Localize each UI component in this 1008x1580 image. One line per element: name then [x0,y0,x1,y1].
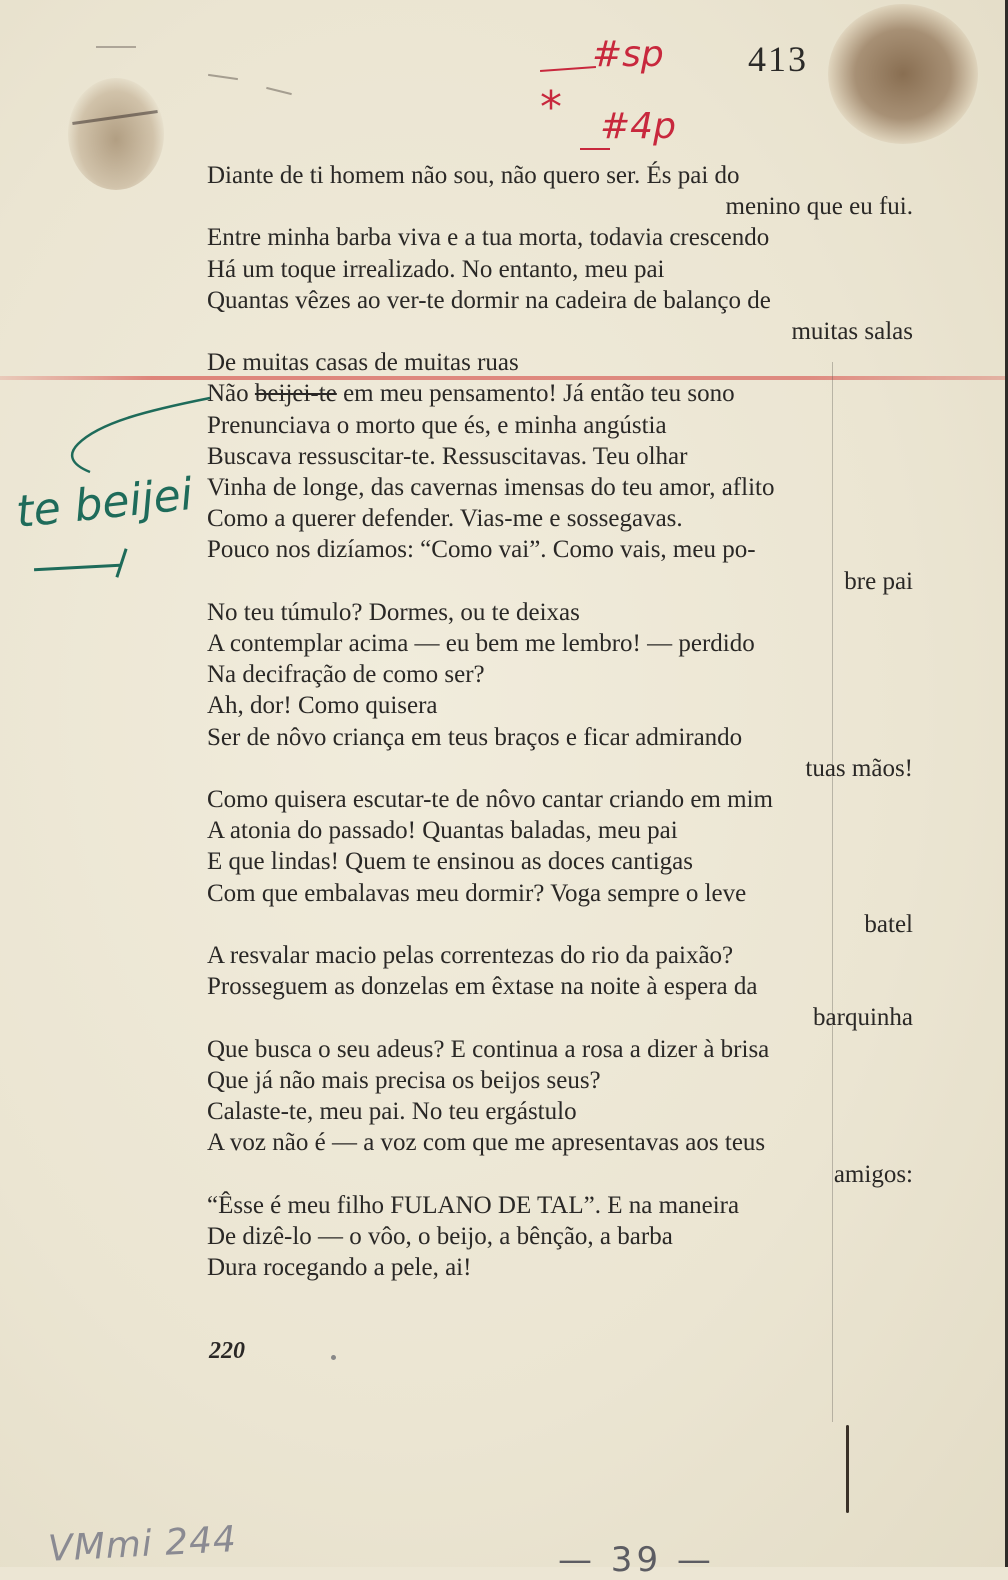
stain-top-right [828,4,978,144]
line-text: Como a querer defender. Vias-me e sossegavas. [207,505,683,533]
line-text: muitas salas [791,318,913,346]
poem-line [207,1034,913,1065]
line-text: Como quisera escutar-te de nôvo cantar criando em mim [207,786,773,814]
line-text: De muitas casas de muitas ruas [207,349,519,377]
line-text: barquinha [813,1004,913,1032]
poem-line [207,1065,913,1096]
line-text: batel [864,910,913,938]
poem-line [207,1252,913,1283]
red-mark-sp: #sp [592,34,664,75]
poem-line [207,566,913,597]
annotation-underline [34,564,120,571]
line-text: “Êsse é meu filho FULANO DE TAL”. E na maneira [207,1191,740,1219]
line-text: Calaste-te, meu pai. No teu ergástulo [207,1098,577,1126]
poem-line [207,534,913,565]
poem-line [207,347,913,378]
line-text: Diante de ti homem não sou, não quero ser. És pai do [207,162,740,189]
poem-line [207,1002,913,1033]
poem-line [207,940,913,971]
poem-line [207,191,913,222]
line-text: bre pai [844,567,913,595]
poem-line [207,815,913,846]
poem-line [207,160,913,191]
line-text: Com que embalavas meu dormir? Voga sempre o leve [207,879,747,907]
poem-line [207,410,913,441]
folio-number: 220 [209,1338,245,1364]
pencil-catalog-note: VMmi 244 [47,1519,238,1570]
poem-line [207,1096,913,1127]
poem-line [207,846,913,877]
line-text: Entre minha barba viva e a tua morta, todavia crescendo [207,224,770,252]
poem-line [207,1190,913,1221]
line-text: A resvalar macio pelas correntezas do rio da paixão? [207,942,734,970]
poem-line [207,1159,913,1190]
poem-line [207,597,913,628]
poem-line [207,628,913,659]
poem-line [207,316,913,347]
line-text: Dura rocegando a pele, ai! [207,1254,472,1282]
poem-line [207,222,913,253]
line-text: No teu túmulo? Dormes, ou te deixas [207,598,580,626]
line-text: Prenunciava o morto que és, e minha angústia [207,411,667,439]
poem-line [207,753,913,784]
poem-line [207,690,913,721]
smudge-mark [96,46,136,48]
line-text: Na decifração de como ser? [207,661,485,689]
line-text: De dizê-lo — o vôo, o beijo, a bênção, a barba [207,1222,673,1250]
poem-line [207,659,913,690]
red-stroke [580,148,610,150]
poem-line [207,909,913,940]
poem-line [207,722,913,753]
line-text: menino que eu fui. [725,193,913,221]
line-text: A voz não é — a voz com que me apresentavas aos teus [207,1129,766,1157]
line-text: Não [207,380,255,408]
line-text: Vinha de longe, das cavernas imensas do teu amor, aflito [207,474,775,502]
poem-line [207,1221,913,1252]
pencil-page-number: — 39 — [558,1540,715,1580]
line-text: Quantas vêzes ao ver-te dormir na cadeira de balanço de [207,286,771,314]
poem-line [207,254,913,285]
poem-line [207,971,913,1002]
line-text: Que já não mais precisa os beijos seus? [207,1066,601,1094]
stain-top-left [68,78,164,190]
page-code: 413 [748,39,808,79]
red-asterisk-icon: * [540,82,562,133]
poem-line [207,1127,913,1158]
poem-line [207,784,913,815]
line-text: Buscava ressuscitar-te. Ressuscitavas. Teu olhar [207,442,688,470]
line-text: E que lindas! Quem te ensinou as doces cantigas [207,848,693,876]
poem-line [207,472,913,503]
red-stroke [540,66,596,72]
line-text: Ser de nôvo criança em teus braços e ficar admirando [207,723,743,751]
poem-line [207,378,913,409]
poem-text [207,160,913,1283]
smudge-mark [208,74,238,80]
line-text: Que busca o seu adeus? E continua a rosa a dizer à brisa [207,1035,770,1063]
line-text: Ah, dor! Como quisera [207,692,438,720]
poem-line [207,285,913,316]
line-text: A atonia do passado! Quantas baladas, meu pai [207,817,678,845]
line-text: Há um toque irrealizado. No entanto, meu pai [207,255,665,283]
poem-line [207,441,913,472]
red-mark-4p: #4p [600,106,676,147]
line-text: Pouco nos dizíamos: “Como vai”. Como vais, meu po- [207,536,756,564]
line-text: tuas mãos! [805,754,913,782]
line-text: em meu pensamento! Já então teu sono [336,380,735,408]
smudge-mark [266,87,292,95]
line-text: amigos: [833,1160,913,1188]
ink-dot [331,1355,336,1360]
line-text: Prosseguem as donzelas em êxtase na noite à espera da [207,973,758,1001]
poem-line [207,503,913,534]
poem-line [207,878,913,909]
margin-tick-mark [846,1425,849,1513]
line-text: A contemplar acima — eu bem me lembro! — perdido [207,630,755,658]
margin-annotation: te beijei [13,468,196,539]
annotation-arrow [60,392,220,482]
struck-word: beijei-te [254,380,337,408]
